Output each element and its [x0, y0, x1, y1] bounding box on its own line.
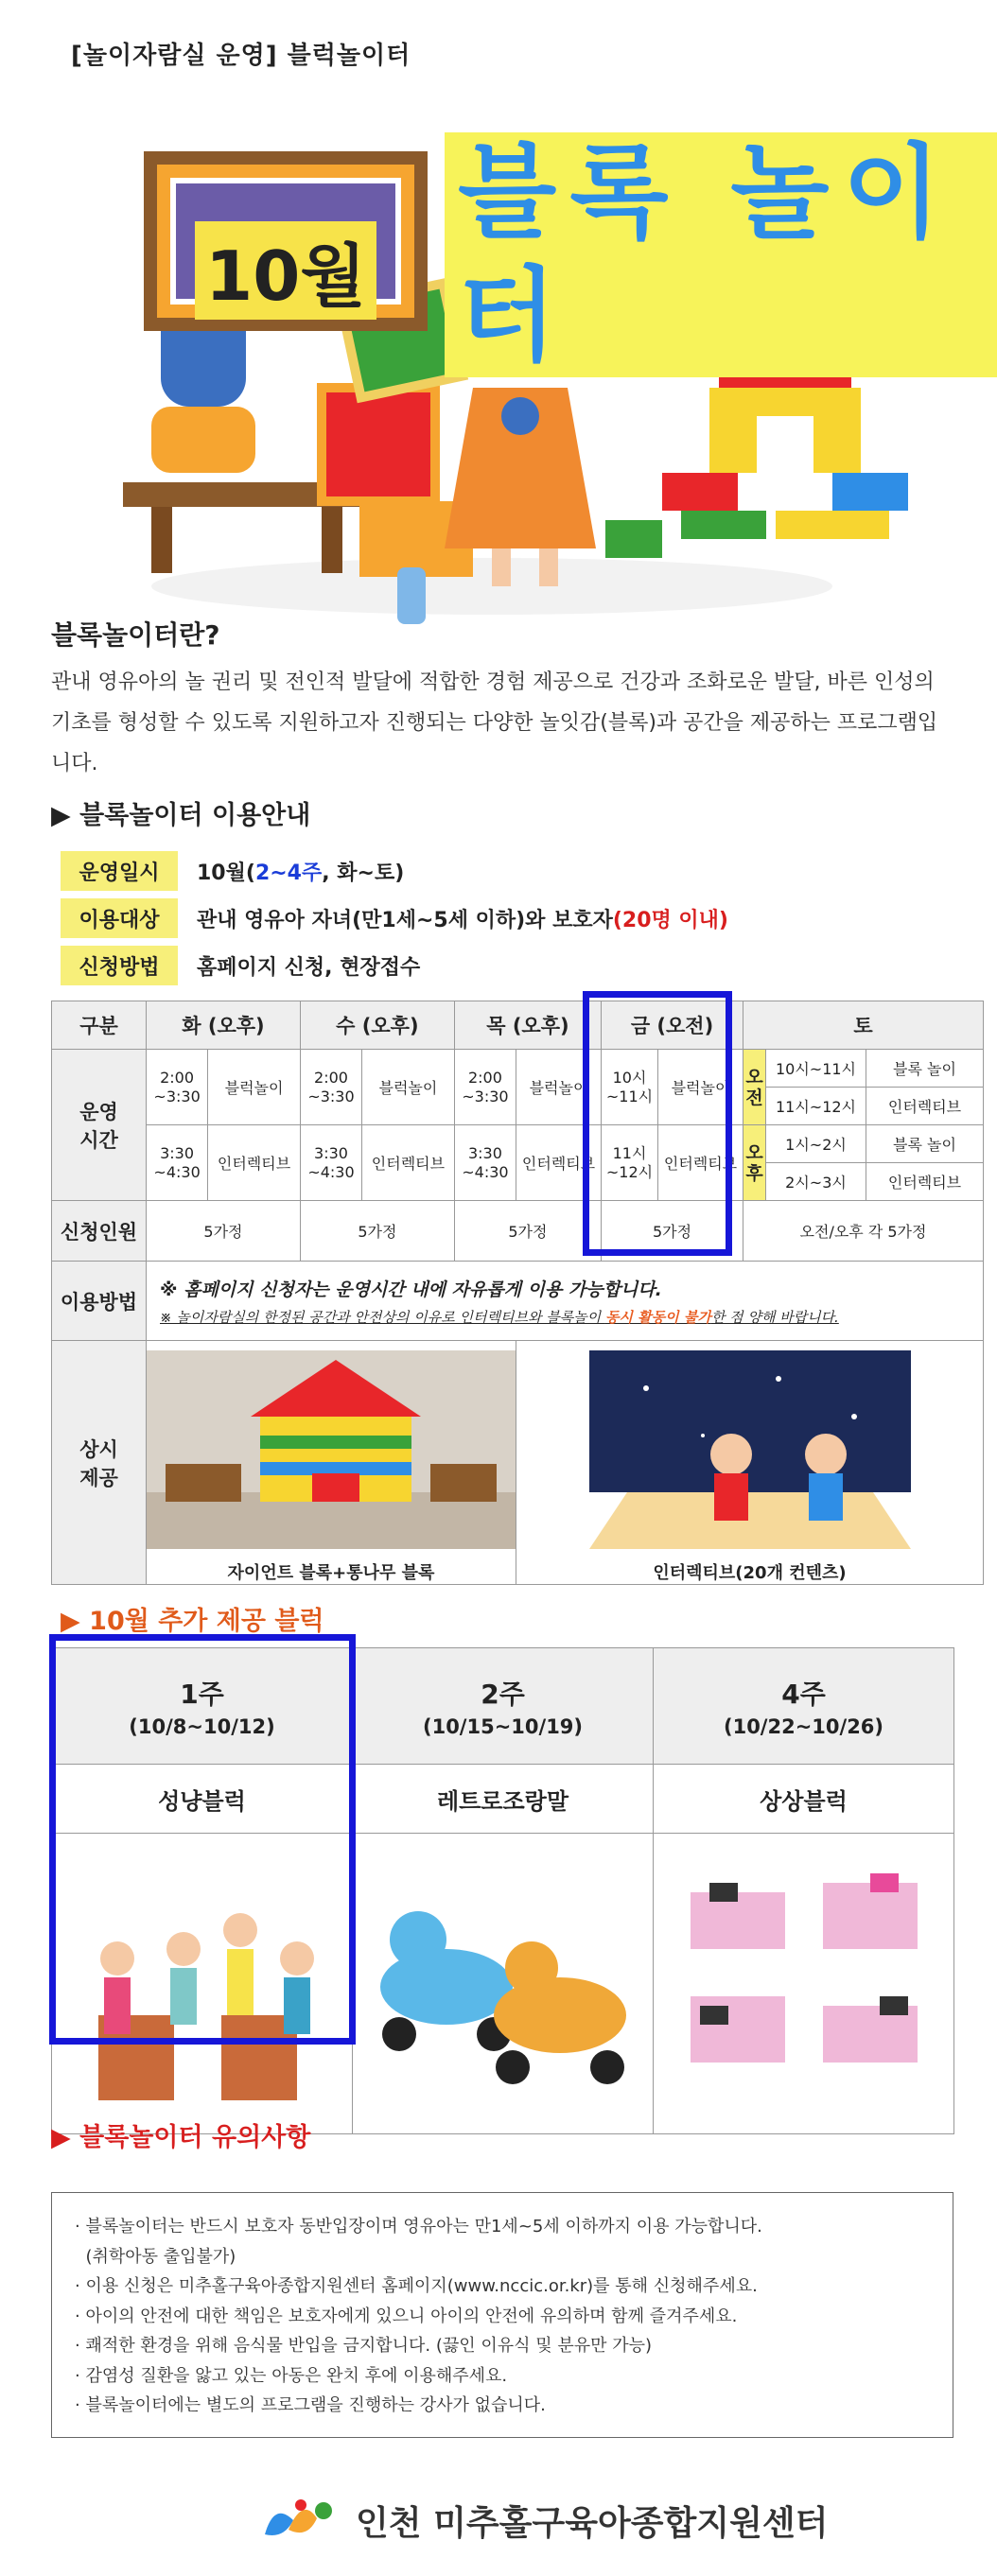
slot-time: 2:00 ~3:30	[300, 1050, 361, 1125]
extra-heading	[61, 1600, 324, 1637]
triangle-bullet-icon: ▶	[61, 1607, 90, 1636]
row-label-permanent: 상시 제공	[52, 1341, 147, 1585]
sat-slot-time: 11시~12시	[766, 1088, 866, 1125]
slot-program: 인터렉티브	[208, 1125, 301, 1201]
month-label: 10월	[195, 221, 376, 320]
sat-slot-time: 10시~11시	[766, 1050, 866, 1088]
week-2-block-name: 레트로조랑말	[353, 1765, 654, 1834]
notice-item: · 블록놀이터에는 별도의 프로그램을 진행하는 강사가 없습니다.	[75, 2395, 546, 2415]
row-label-time: 운영 시간	[52, 1050, 147, 1201]
usage-line-1: ※ 홈페이지 신청자는 운영시간 내에 자유롭게 이용 가능합니다.	[160, 1279, 662, 1300]
info-value-apply: 홈페이지 신청, 현장접수	[197, 955, 421, 980]
info-row-period	[61, 851, 404, 891]
giant-block-photo	[147, 1350, 516, 1549]
hero-title: 블록 놀이터	[445, 132, 997, 377]
header-gubun: 구분	[52, 1001, 147, 1050]
triangle-bullet-icon: ▶	[51, 801, 80, 830]
header-wed: 수 (오후)	[300, 1001, 454, 1050]
sat-slot-program: 인터렉티브	[866, 1163, 984, 1201]
center-logo-icon	[255, 2492, 341, 2549]
guide-heading-text: 블록놀이터 이용안내	[79, 801, 311, 830]
intro-line-1: 관내 영유아의 놀 권리 및 전인적 발달에 적합한 경험 제공으로 건강과 조화로운 발달, 바른 인성의	[51, 670, 935, 694]
notice-item: · 이용 신청은 미추홀구육아종합지원센터 홈페이지(www.nccic.or.kr)를 통해 신청해주세요.	[75, 2276, 758, 2296]
week-4-block-name: 상상블럭	[654, 1765, 954, 1834]
info-label-target: 이용대상	[61, 898, 178, 938]
info-label-apply: 신청방법	[61, 946, 178, 985]
usage-line-2: ※ 놀이자람실의 한정된 공간과 안전상의 이유로 인터렉티브와 블록놀이 동시 활동이 불가한 점 양해 바랍니다.	[160, 1308, 839, 1326]
notice-item: (취학아동 출입불가)	[75, 2246, 236, 2267]
week-2-photo	[353, 1834, 654, 2134]
slot-time: 3:30 ~4:30	[454, 1125, 516, 1201]
sat-slot-time: 2시~3시	[766, 1163, 866, 1201]
slot-time: 3:30 ~4:30	[300, 1125, 361, 1201]
slot-time: 10시 ~11시	[602, 1050, 658, 1125]
row-label-usage: 이용방법	[52, 1262, 147, 1341]
header-thu: 목 (오후)	[454, 1001, 601, 1050]
sat-slot-time: 1시~2시	[766, 1125, 866, 1163]
week-2-header: 2주 (10/15~10/19)	[353, 1648, 654, 1765]
info-value-period: 10월(2~4주, 화~토)	[197, 861, 405, 885]
week-4-header: 4주 (10/22~10/26)	[654, 1648, 954, 1765]
notice-heading	[51, 2116, 310, 2153]
header-fri: 금 (오전)	[602, 1001, 743, 1050]
week-1-highlight-frame	[49, 1634, 356, 2045]
month-board	[144, 151, 428, 331]
notice-item: · 쾌적한 환경을 위해 음식물 반입을 금지합니다. (끓인 이유식 및 분유만 가능)	[75, 2336, 653, 2356]
header-tue: 화 (오후)	[147, 1001, 301, 1050]
slot-time: 2:00 ~3:30	[454, 1050, 516, 1125]
guide-heading	[51, 794, 310, 831]
week-1-block-name: 성냥블럭	[52, 1765, 353, 1834]
photo2-caption: 인터렉티브(20개 컨텐츠)	[653, 1563, 847, 1583]
week-1-header: 1주 (10/8~10/12)	[52, 1648, 353, 1765]
photo1-caption: 자이언트 블록+통나무 블록	[227, 1563, 435, 1583]
slot-time: 3:30 ~4:30	[147, 1125, 208, 1201]
capacity-cell: 5가정	[147, 1201, 301, 1262]
slot-program: 블럭놀이	[208, 1050, 301, 1125]
notice-heading-text: 블록놀이터 유의사항	[79, 2123, 311, 2152]
capacity-cell: 5가정	[602, 1201, 743, 1262]
capacity-cell: 오전/오후 각 5가정	[743, 1201, 984, 1262]
imagination-block-photo	[662, 1845, 946, 2119]
photo-cell-giant-blocks	[147, 1341, 516, 1585]
sat-am-label: 오전	[743, 1050, 766, 1125]
triangle-bullet-icon: ▶	[51, 2123, 80, 2152]
sat-slot-program: 인터렉티브	[866, 1088, 984, 1125]
slot-program: 블럭놀이	[516, 1050, 602, 1125]
footer-org-name: 인천 미추홀구육아종합지원센터	[356, 2503, 829, 2543]
info-row-apply	[61, 946, 420, 985]
slot-program: 블럭놀이	[362, 1050, 455, 1125]
notice-item: · 아이의 안전에 대한 책임은 보호자에게 있으니 아이의 안전에 유의하며 함께 즐겨주세요.	[75, 2306, 738, 2326]
interactive-photo	[589, 1350, 911, 1549]
sat-slot-program: 블록 놀이	[866, 1125, 984, 1163]
intro-heading: 블록놀이터란?	[51, 619, 220, 651]
notice-item: · 블록놀이터는 반드시 보호자 동반입장이며 영유아는 만1세~5세 이하까지 이용 가능합니다.	[75, 2217, 762, 2237]
slot-program: 인터렉티브	[362, 1125, 455, 1201]
extra-heading-text: 10월 추가 제공 블럭	[89, 1607, 324, 1636]
slot-program: 인터렉티브	[516, 1125, 602, 1201]
capacity-cell: 5가정	[454, 1201, 601, 1262]
notice-box	[51, 2192, 953, 2438]
info-label-period: 운영일시	[61, 851, 178, 891]
retro-horse-photo	[361, 1845, 645, 2119]
capacity-cell: 5가정	[300, 1201, 454, 1262]
intro-line-2: 기초를 형성할 수 있도록 지원하고자 진행되는 다양한 놀잇감(블록)과 공간을 제공하는 프로그램입니다.	[51, 711, 938, 775]
sat-pm-label: 오후	[743, 1125, 766, 1201]
usage-cell	[147, 1262, 984, 1341]
category-header: [놀이자람실 운영] 블럭놀이터	[71, 42, 411, 70]
row-label-capacity: 신청인원	[52, 1201, 147, 1262]
sat-slot-program: 블록 놀이	[866, 1050, 984, 1088]
slot-time: 2:00 ~3:30	[147, 1050, 208, 1125]
info-value-target: 관내 영유아 자녀(만1세~5세 이하)와 보호자(20명 이내)	[197, 908, 728, 932]
slot-time: 11시 ~12시	[602, 1125, 658, 1201]
slot-program: 인터렉티브	[658, 1125, 743, 1201]
info-row-target	[61, 898, 728, 938]
photo-cell-interactive	[516, 1341, 984, 1585]
intro-paragraph	[51, 662, 950, 784]
footer	[255, 2492, 828, 2549]
notice-item: · 감염성 질환을 앓고 있는 아동은 완치 후에 이용해주세요.	[75, 2365, 508, 2386]
week-4-photo	[654, 1834, 954, 2134]
slot-program: 블럭놀이	[658, 1050, 743, 1125]
friday-highlight-frame	[583, 991, 732, 1256]
schedule-table	[51, 1001, 984, 1585]
header-sat: 토	[743, 1001, 984, 1050]
